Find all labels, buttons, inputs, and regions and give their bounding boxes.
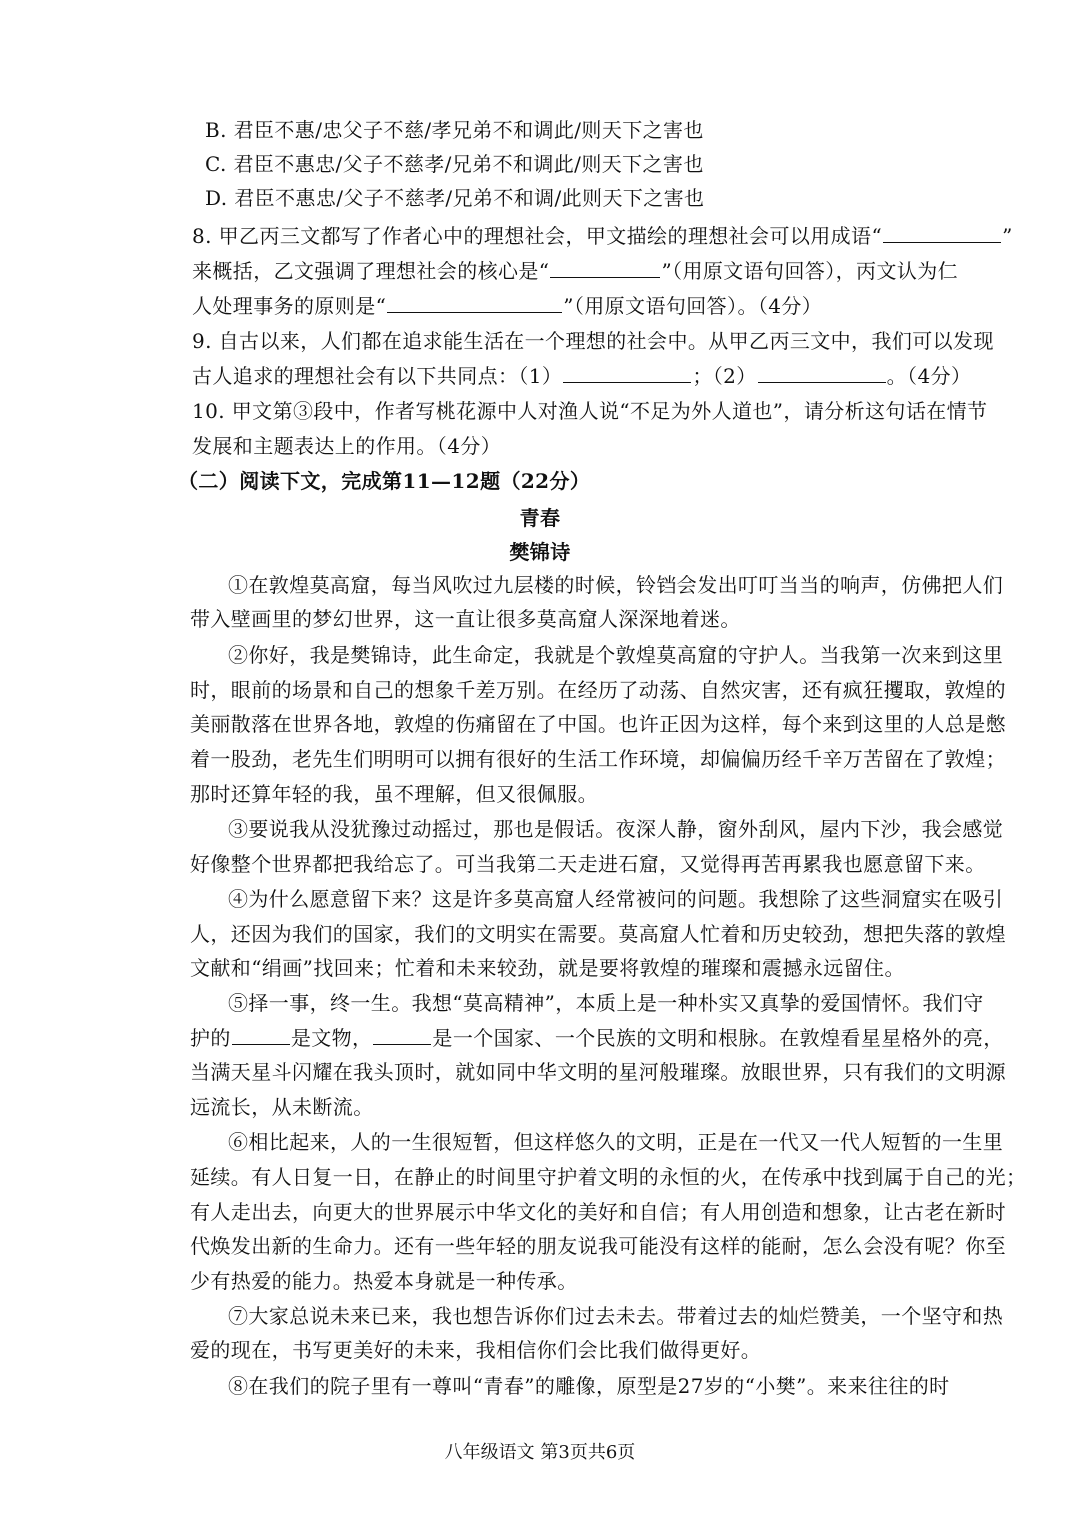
article-line: 着一股劲，老先生们明明可以拥有很好的生活工作环境，却偏偏历经千辛万苦留在了敦煌； <box>190 747 1006 771</box>
option-b: B. 君臣不惠/忠父子不慈/孝兄弟不和调此/则天下之害也 <box>205 118 704 142</box>
article-line: 美丽散落在世界各地，敦煌的伤痛留在了中国。也许正因为这样，每个来到这里的人总是憋 <box>190 712 1006 736</box>
question-8-line-1 <box>192 221 1013 251</box>
page-footer: 八年级语文 第3页共6页 <box>444 1442 636 1463</box>
answer-blank[interactable] <box>883 222 1001 243</box>
p5-text-a: 护的 <box>190 1026 231 1050</box>
article-line: 代焕发出新的生命力。还有一些年轻的朋友说我可能没有这样的能耐，怎么会没有呢？你至 <box>190 1234 1006 1258</box>
article-line: ⑧在我们的院子里有一尊叫“青春”的雕像，原型是27岁的“小樊”。来来往往的时 <box>228 1374 950 1398</box>
question-9-line-2 <box>192 361 971 391</box>
answer-blank[interactable] <box>550 257 660 278</box>
article-title: 青春 <box>519 506 561 530</box>
article-line: ⑤择一事，终一生。我想“莫高精神”，本质上是一种朴实又真挚的爱国情怀。我们守 <box>228 991 984 1015</box>
article-line: 那时还算年轻的我，虽不理解，但又很佩服。 <box>190 782 598 806</box>
q8-text-3b: ”（用原文语句回答）。（4分） <box>563 294 823 318</box>
article-line: 延续。有人日复一日，在静止的时间里守护着文明的永恒的火，在传承中找到属于自己的光； <box>190 1165 1027 1189</box>
article-line: ⑥相比起来，人的一生很短暂，但这样悠久的文明，正是在一代又一代人短暂的一生里 <box>228 1130 1004 1154</box>
q8-text-1b: ” <box>1002 224 1013 248</box>
question-8-line-3 <box>192 291 822 321</box>
article-line: 少有热爱的能力。热爱本身就是一种传承。 <box>190 1269 578 1293</box>
answer-blank[interactable] <box>387 292 562 313</box>
article-line: 文献和“绢画”找回来；忙着和未来较劲，就是要将敦煌的璀璨和震撼永远留住。 <box>190 956 905 980</box>
article-line: 有人走出去，向更大的世界展示中华文化的美好和自信；有人用创造和想象，让古老在新时 <box>190 1200 1006 1224</box>
article-line: ③要说我从没犹豫过动摇过，那也是假话。夜深人静，窗外刮风，屋内下沙，我会感觉 <box>228 817 1004 841</box>
answer-blank[interactable] <box>232 1024 290 1045</box>
article-line: ④为什么愿意留下来？这是许多莫高窟人经常被问的问题。我想除了这些洞窟实在吸引 <box>228 887 1004 911</box>
q9-text-2a: 古人追求的理想社会有以下共同点：（1） <box>192 364 563 388</box>
answer-blank[interactable] <box>563 362 691 383</box>
question-10-line-1: 10. 甲文第③段中，作者写桃花源中人对渔人说“不足为外人道也”，请分析这句话在情节 <box>192 399 988 423</box>
question-10-line-2: 发展和主题表达上的作用。（4分） <box>192 434 502 458</box>
q9-text-2c: 。（4分） <box>886 364 972 388</box>
article-line: 好像整个世界都把我给忘了。可当我第二天走进石窟，又觉得再苦再累我也愿意留下来。 <box>190 852 986 876</box>
article-line: 爱的现在，书写更美好的未来，我相信你们会比我们做得更好。 <box>190 1338 762 1362</box>
q9-text-2b: ；（2） <box>692 364 757 388</box>
answer-blank[interactable] <box>758 362 886 383</box>
q8-text-2a: 来概括，乙文强调了理想社会的核心是“ <box>192 259 550 283</box>
question-9-line-1: 9. 自古以来，人们都在追求能生活在一个理想的社会中。从甲乙丙三文中，我们可以发现 <box>192 329 994 353</box>
article-line-with-blanks <box>190 1023 1004 1053</box>
article-line: 当满天星斗闪耀在我头顶时，就如同中华文明的星河般璀璨。放眼世界，只有我们的文明源 <box>190 1060 1006 1084</box>
p5-text-b: 是文物， <box>290 1026 373 1050</box>
answer-blank[interactable] <box>373 1024 431 1045</box>
article-author: 樊锦诗 <box>509 540 571 564</box>
option-c: C. 君臣不惠忠/父子不慈孝/兄弟不和调此/则天下之害也 <box>205 152 704 176</box>
article-line: ①在敦煌莫高窟，每当风吹过九层楼的时候，铃铛会发出叮叮当当的响声，仿佛把人们 <box>228 573 1004 597</box>
article-line: 人，还因为我们的国家，我们的文明实在需要。莫高窟人忙着和历史较劲，想把失落的敦煌 <box>190 922 1006 946</box>
p5-text-c: 是一个国家、一个民族的文明和根脉。在敦煌看星星格外的亮， <box>432 1026 1004 1050</box>
question-8-line-2 <box>192 256 958 286</box>
q8-text-2b: ”（用原文语句回答），丙文认为仁 <box>661 259 959 283</box>
article-line: ⑦大家总说未来已来，我也想告诉你们过去未去。带着过去的灿烂赞美，一个坚守和热 <box>228 1304 1004 1328</box>
article-line: 带入壁画里的梦幻世界，这一直让很多莫高窟人深深地着迷。 <box>190 607 741 631</box>
option-d: D. 君臣不惠忠/父子不慈孝/兄弟不和调/此则天下之害也 <box>205 186 705 210</box>
section-2-heading: （二）阅读下文，完成第11—12题（22分） <box>178 469 591 493</box>
article-line: 时，眼前的场景和自己的想象千差万别。在经历了动荡、自然灾害，还有疯狂攫取，敦煌的 <box>190 678 1006 702</box>
q8-text-1a: 8. 甲乙丙三文都写了作者心中的理想社会，甲文描绘的理想社会可以用成语“ <box>192 224 883 248</box>
article-line: ②你好，我是樊锦诗，此生命定，我就是个敦煌莫高窟的守护人。当我第一次来到这里 <box>228 643 1004 667</box>
q8-text-3a: 人处理事务的原则是“ <box>192 294 387 318</box>
article-line: 远流长，从未断流。 <box>190 1095 374 1119</box>
